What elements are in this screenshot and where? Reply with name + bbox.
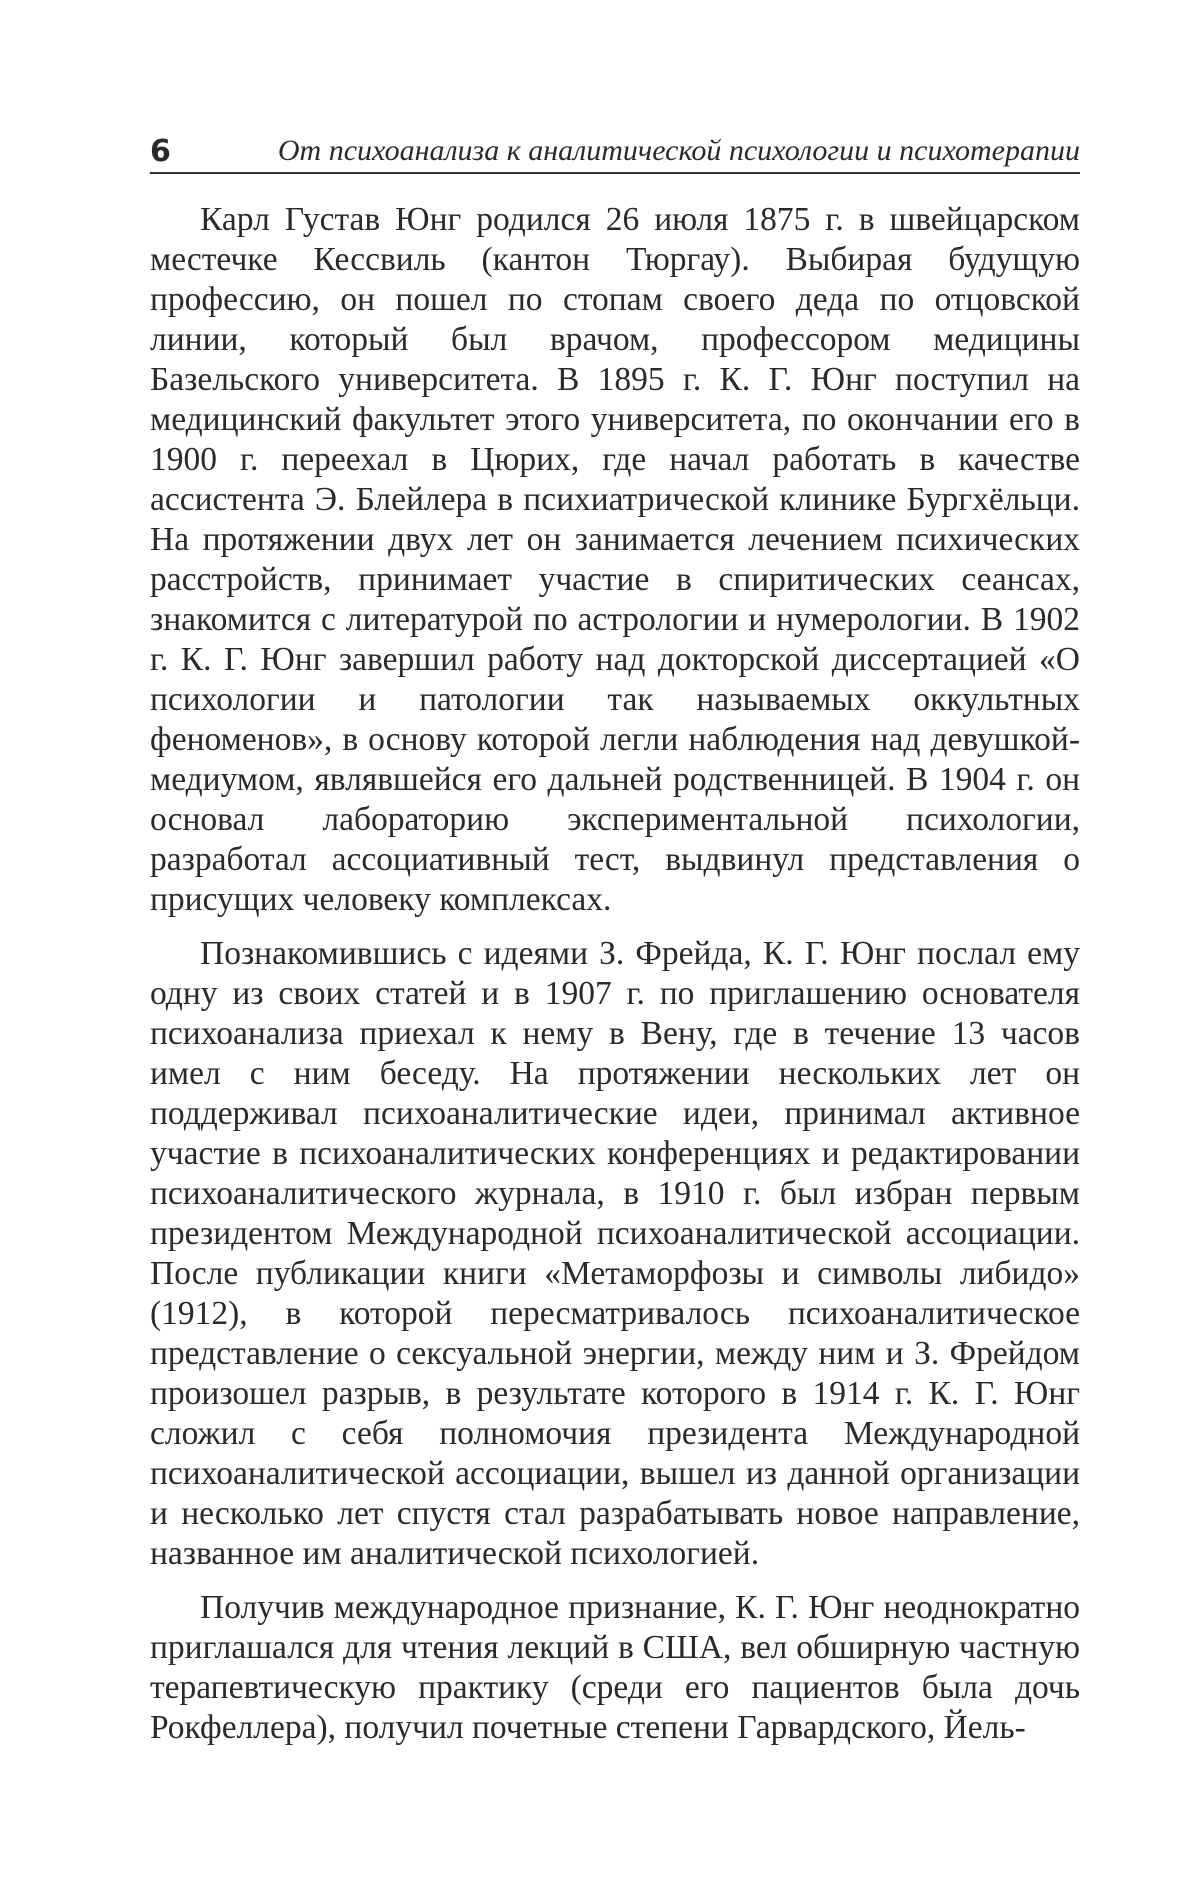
paragraph-3: Получив международное признание, К. Г. Юнг неоднократно приглашался для чтения лекций в США, вел обширную частную терапевтическую практику (среди его пациентов была дочь Рокфеллера), получил почетные степени Гарвардского, Йель- [150,1589,1080,1746]
paragraph-2: Познакомившись с идеями З. Фрейда, К. Г. Юнг послал ему одну из своих статей и в 1907 г. по приглашению основателя психоанализа приехал к нему в Вену, где в течение 13 часов имел с ним беседу. На протяжении нескольких лет он поддерживал психоаналитические идеи, принимал активное участие в психоаналитических конференциях и редактировании психоаналитического журнала, в 1910 г. был избран первым президентом Международной психоаналитической ассоциации. После публикации книги «Метаморфозы и символы либидо» (1912), в которой пересматривалось психоаналитическое представление о сексуальной энергии, между ним и З. Фрейдом произошел разрыв, в результате которого в 1914 г. К. Г. Юнг сложил с себя полномочия президента Международной психоаналитической ассоциации, вышел из данной организации и несколько лет спустя стал разрабатывать новое направление, названное им аналитической психологией. [150,935,1080,1572]
paragraph-1: Карл Густав Юнг родился 26 июля 1875 г. в швейцарском местечке Кессвиль (кантон Тюргау). Выбирая будущую профессию, он пошел по стопам своего деда по отцовской линии, который был врачом, профессором медицины Базельского университета. В 1895 г. К. Г. Юнг поступил на медицинский факультет этого университета, по окончании его в 1900 г. переехал в Цюрих, где начал работать в качестве ассистента Э. Блейлера в психиатрической клинике Бургхёльци. На протяжении двух лет он занимается лечением психических расстройств, принимает участие в спиритических сеансах, знакомится с литературой по астрологии и нумерологии. В 1902 г. К. Г. Юнг завершил работу над докторской диссертацией «О психологии и патологии так называемых оккультных феноменов», в основу которой легли наблюдения над девушкой-медиумом, являвшейся его дальней родственницей. В 1904 г. он основал лабораторию экспериментальной психологии, разработал ассоциативный тест, выдвинул представления о присущих человеку комплексах. [150,201,1080,918]
running-head [150,128,1080,174]
page-number: 6 [150,134,171,169]
running-title: От психоанализа к аналитической психологии и психотерапии [277,134,1080,167]
body-text [150,200,1080,1762]
